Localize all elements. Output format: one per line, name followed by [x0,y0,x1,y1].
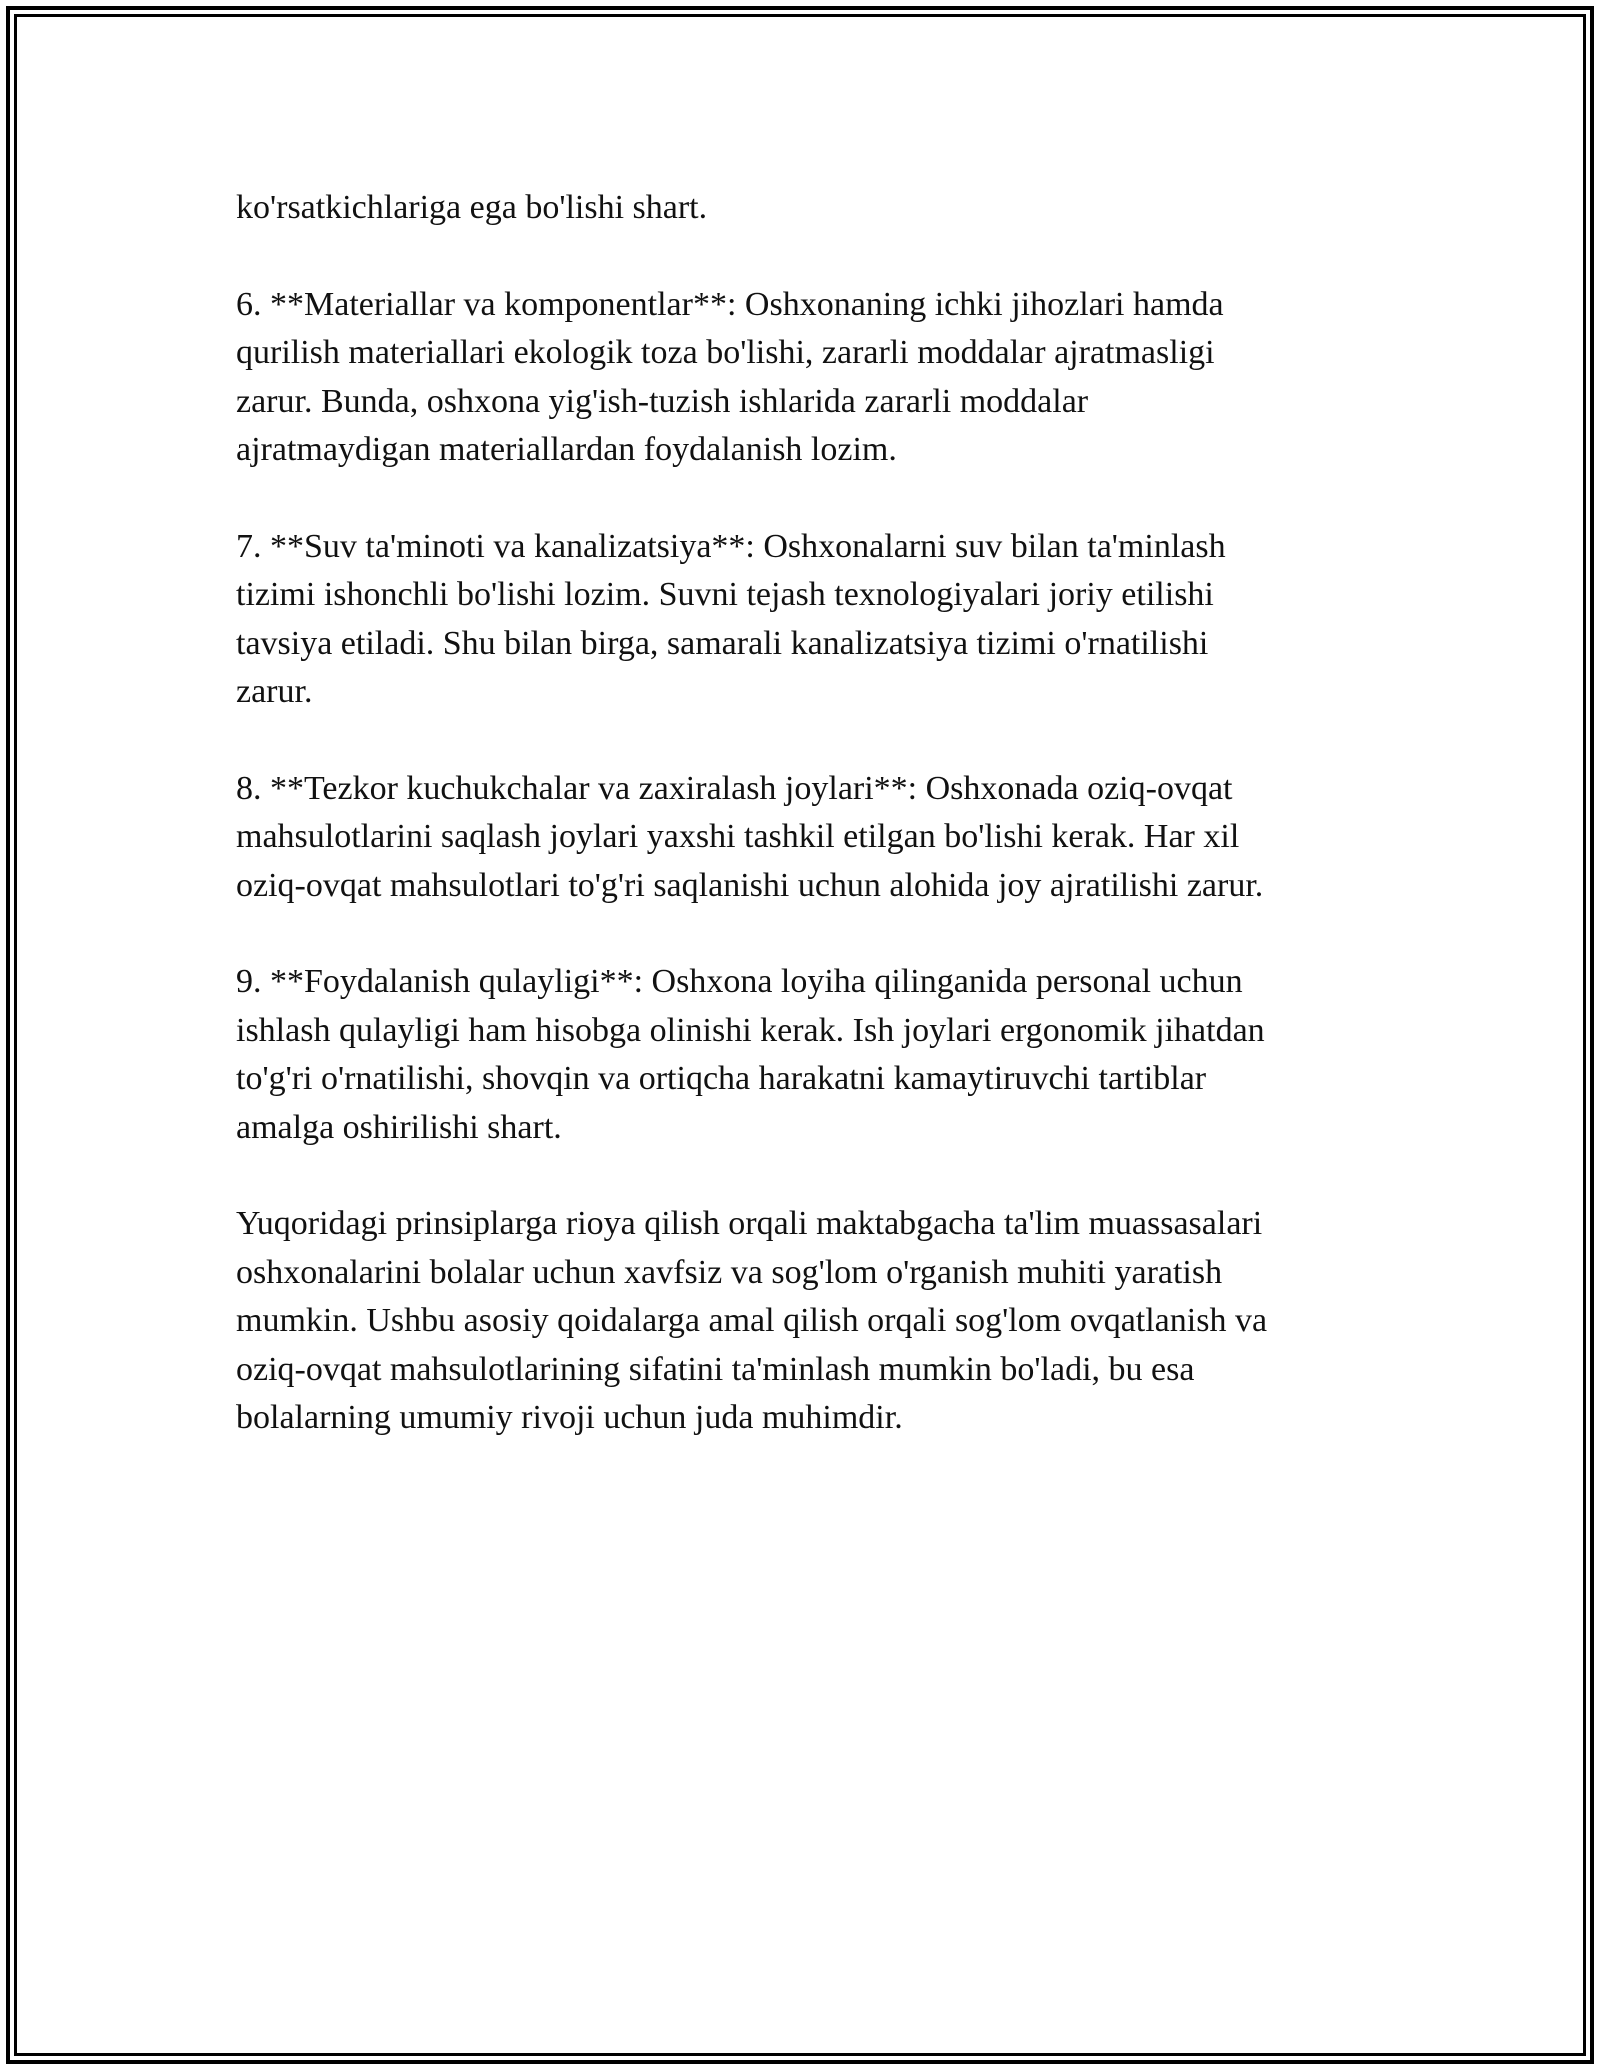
paragraph-item-9: 9. **Foydalanish qulayligi**: Oshxona loyiha qilinganida personal uchun ishlash qulayligi ham hisobga olinishi kerak. Ish joylari ergonomik jihatdan to'g'ri o'rnatilishi, shovqin va ortiqcha harakatni kamaytiruvchi tartiblar amalga oshirilishi shart. [236,963,1265,1146]
paragraph-continuation: ko'rsatkichlariga ega bo'lishi shart. [236,189,708,226]
document-body [236,184,1356,1491]
paragraph-item-7: 7. **Suv ta'minoti va kanalizatsiya**: Oshxonalarni suv bilan ta'minlash tizimi ishonchli bo'lishi lozim. Suvni tejash texnologiyalari joriy etilishi tavsiya etiladi. Shu bilan birga, samarali kanalizatsiya tizimi o'rnatilishi zarur. [236,527,1226,711]
paragraph-item-6: 6. **Materiallar va komponentlar**: Oshxonaning ichki jihozlari hamda qurilish materiallari ekologik toza bo'lishi, zararli moddalar ajratmasligi zarur. Bunda, oshxona yig'ish-tuzish ishlarida zararli moddalar ajratmaydigan materiallardan foydalanish lozim. [236,285,1224,469]
paragraph-item-8: 8. **Tezkor kuchukchalar va zaxiralash joylari**: Oshxonada oziq-ovqat mahsulotlarini saqlash joylari yaxshi tashkil etilgan bo'lishi kerak. Har xil oziq-ovqat mahsulotlari to'g'ri saqlanishi uchun alohida joy ajratilishi zarur. [236,769,1264,904]
paragraph-conclusion: Yuqoridagi prinsiplarga rioya qilish orqali maktabgacha ta'lim muassasalari oshxonalarini bolalar uchun xavfsiz va sog'lom o'rganish muhiti yaratish mumkin. Ushbu asosiy qoidalarga amal qilish orqali sog'lom ovqatlanish va oziq-ovqat mahsulotlarining sifatini ta'minlash mumkin bo'ladi, bu esa bolalarning umumiy rivoji uchun juda muhimdir. [236,1205,1268,1437]
